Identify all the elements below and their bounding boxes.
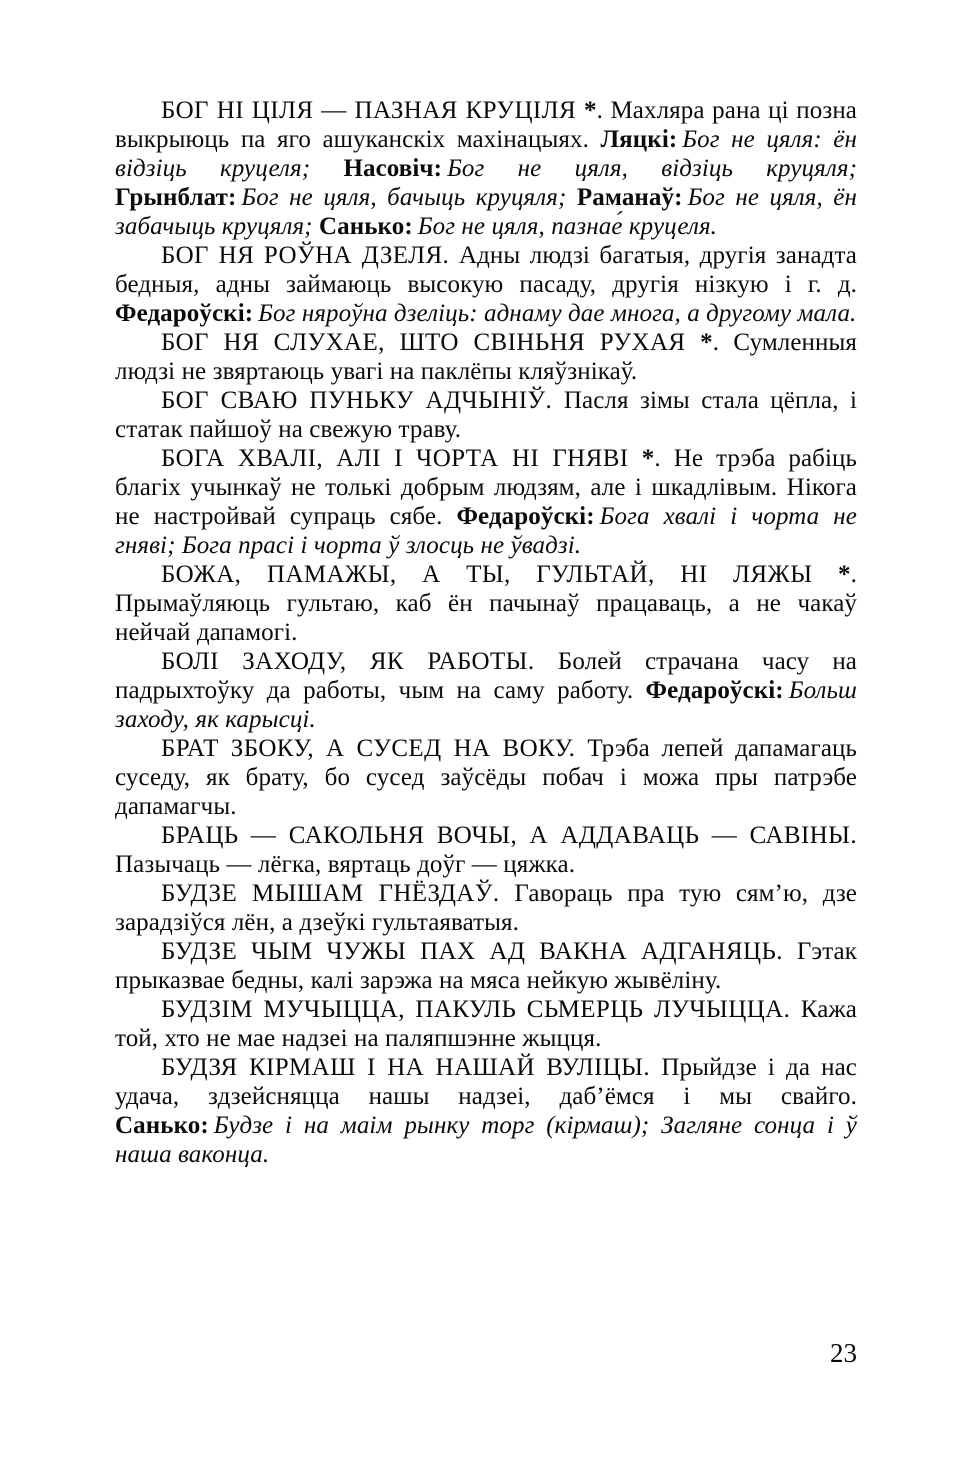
dictionary-entry: [115, 937, 857, 995]
source-name: Федароўскі:: [645, 677, 784, 704]
dictionary-entry: [115, 241, 857, 328]
entry-definition: Прыйдзе і да нас удача, здзейсняцца нашы надзеі, даб’ёмся і мы свайго.: [115, 1054, 857, 1110]
source-quote: Бога хвалі і чорта не гняві; Бога прасі і чорта ў злосць не ўвадзі.: [115, 503, 857, 559]
entry-definition: . Не трэба рабіць благіх учынкаў не толькі добрым людзям, але і шкадлівым. Нікога не настройвай супраць сябе.: [115, 445, 858, 530]
dictionary-entry: [115, 386, 857, 444]
page-number: 23: [830, 1338, 857, 1368]
entry-headword: БУДЗЕ МЫШАМ ГНЁЗДАЎ.: [161, 880, 515, 907]
entry-definition: Гэтак прыказвае бедны, калі зарэжа на мяса нейкую жывёліну.: [115, 938, 857, 994]
entry-definition: Трэба лепей дапамагаць суседу, як брату, бо сусед заўсёды побач і можа пры патрэбе дапамагчы.: [115, 735, 858, 820]
dictionary-entry: [115, 328, 857, 386]
footnote-asterisk: *: [641, 445, 655, 472]
source-quote: Бог не цяля, пазнае́ круцеля.: [417, 213, 718, 240]
dictionary-entry: [115, 995, 857, 1053]
entry-headword: БОГ НІ ЦІЛЯ — ПАЗНАЯ КРУЦІЛЯ: [161, 97, 584, 124]
source-quote: Будзе і на маім рынку торг (кірмаш); Загляне сонца і ў наша ваконца.: [115, 1112, 857, 1168]
entry-definition: . Махляра рана ці позна выкрыюць па яго ашуканскіх махінацыях.: [115, 97, 858, 153]
entry-headword: БОЛІ ЗАХОДУ, ЯК РАБОТЫ.: [161, 648, 558, 675]
entry-definition: Болей страчана часу на падрыхтоўку да работы, чым на саму работу.: [115, 648, 857, 704]
source-name: Раманаў:: [576, 184, 683, 211]
entry-definition: Кажа той, хто не мае надзеі на паляпшэнне жыцця.: [115, 996, 857, 1052]
dictionary-entry: [115, 96, 857, 241]
source-name: Ляцкі:: [600, 126, 678, 153]
entry-headword: БОГ НЯ РОЎНА ДЗЕЛЯ.: [161, 242, 459, 269]
entry-headword: БОЖА, ПАМАЖЫ, А ТЫ, ГУЛЬТАЙ, НІ ЛЯЖЫ: [161, 561, 839, 588]
dictionary-entry: [115, 734, 857, 821]
entry-headword: БОГ НЯ СЛУХАЕ, ШТО СВІНЬНЯ РУХАЯ: [161, 329, 701, 356]
footnote-asterisk: *: [583, 97, 597, 124]
entry-definition: Пасля зімы стала цёпла, і статак пайшоў на свежую траву.: [115, 387, 857, 443]
entry-headword: БУДЗЕ ЧЫМ ЧУЖЫ ПАХ АД ВАКНА АДГАНЯЦЬ.: [161, 938, 797, 965]
dictionary-entry: [115, 647, 857, 734]
entry-headword: БОГА ХВАЛІ, АЛІ І ЧОРТА НІ ГНЯВІ: [161, 445, 642, 472]
dictionary-entry: [115, 1053, 857, 1169]
entry-definition: Адны людзі багатыя, другія занадта бедныя, адны займаюць высокую пасаду, другія нізкую і г. д.: [115, 242, 858, 298]
entry-headword: БОГ СВАЮ ПУНЬКУ АДЧЫНІЎ.: [161, 387, 564, 414]
source-name: Федароўскі:: [115, 300, 254, 327]
dictionary-entry: [115, 560, 857, 647]
entry-headword: БУДЗЯ КІРМАШ І НА НАШАЙ ВУЛІЦЫ.: [161, 1054, 662, 1081]
entry-definition: . Прымаўляюць гультаю, каб ён пачынаў працаваць, а не чакаў нейчай дапамогі.: [115, 561, 857, 646]
source-name: Санько:: [318, 213, 413, 240]
entry-headword: БУДЗІМ МУЧЫЦЦА, ПАКУЛЬ СЬМЕРЦЬ ЛУЧЫЦЦА.: [161, 996, 801, 1023]
dictionary-entry: [115, 821, 857, 879]
entry-headword: БРАЦЬ — САКОЛЬНЯ ВОЧЫ, А АДДАВАЦЬ — САВІНЫ.: [161, 822, 857, 849]
source-name: Федароўскі:: [456, 503, 595, 530]
source-quote: Бог не цяля, бачыць круцяля;: [241, 184, 577, 211]
source-quote: Больш заходу, як карысці.: [115, 677, 857, 733]
footnote-asterisk: *: [838, 561, 851, 588]
source-quote: Бог не цяля, відзіць круцяля;: [447, 155, 857, 182]
text-block: [115, 96, 857, 1169]
entry-definition: Гавораць пра тую сям’ю, дзе зарадзіўся лён, а дзеўкі гультаяватыя.: [115, 880, 857, 936]
source-quote: Бог няроўна дзеліць: аднаму дае многа, а другому мала.: [258, 300, 857, 327]
entry-headword: БРАТ ЗБОКУ, А СУСЕД НА ВОКУ.: [161, 735, 588, 762]
footnote-asterisk: *: [700, 329, 713, 356]
source-name: Санько:: [115, 1112, 209, 1139]
entry-definition: . Сумленныя людзі не звяртаюць увагі на паклёпы кляўзнікаў.: [115, 329, 857, 385]
entry-definition: Пазычаць — лёгка, вяртаць доўг — цяжка.: [115, 851, 576, 878]
source-name: Грынблат:: [115, 184, 237, 211]
source-name: Насовіч:: [343, 155, 443, 182]
source-quote: Бог не цяля: ён відзіць круцеля;: [115, 126, 858, 182]
source-quote: Бог не цяля, ён забачыць круцяля;: [115, 184, 858, 240]
dictionary-entry: [115, 879, 857, 937]
dictionary-entry: [115, 444, 857, 560]
